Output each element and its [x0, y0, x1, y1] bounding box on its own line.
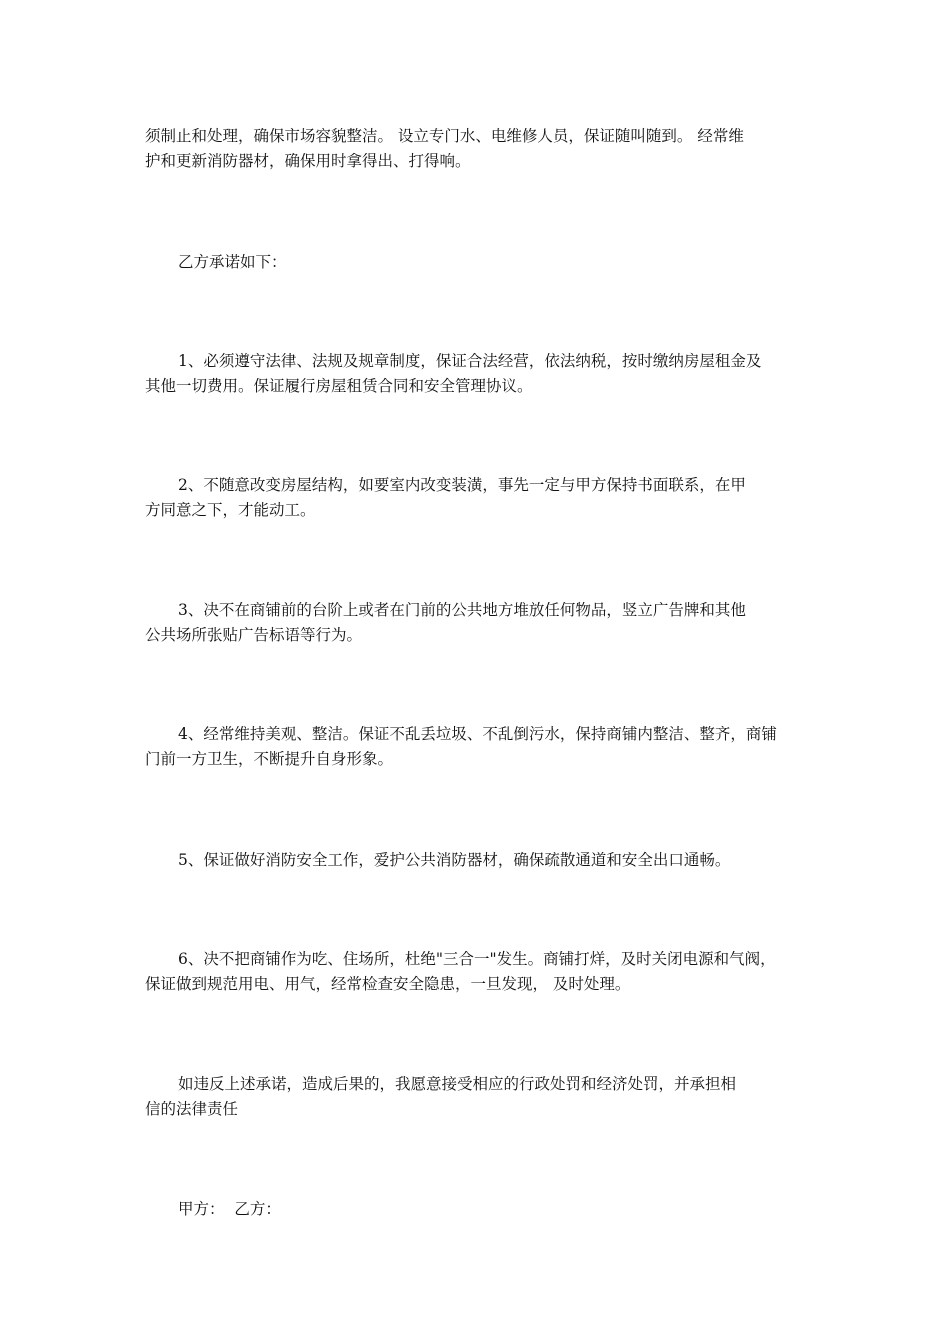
text-line: 6、决不把商铺作为吃、住场所，杜绝"三合一"发生。商铺打烊，及时关闭电源和气阀，	[178, 950, 776, 968]
text-line: 如违反上述承诺，造成后果的，我愿意接受相应的行政处罚和经济处罚，并承担相	[178, 1075, 737, 1093]
text-line: 方同意之下，才能动工。	[145, 501, 316, 519]
text-line: 2、不随意改变房屋结构，如要室内改变装潢，事先一定与甲方保持书面联系，在甲	[178, 476, 746, 494]
paragraph-violation-clause	[145, 1072, 813, 1122]
text-line: 3、决不在商铺前的台阶上或者在门前的公共地方堆放任何物品，竖立广告牌和其他	[178, 601, 746, 619]
text-line: 须制止和处理，确保市场容貌整洁。 设立专门水、电维修人员，保证随叫随到。 经常维	[145, 127, 744, 145]
text-line: 信的法律责任	[145, 1100, 239, 1118]
text-line: 护和更新消防器材，确保用时拿得出、打得响。	[145, 152, 471, 170]
paragraph-item-3	[145, 598, 813, 648]
text-line: 其他一切费用。保证履行房屋租赁合同和安全管理协议。	[145, 377, 533, 395]
paragraph-item-5	[145, 848, 813, 873]
signature-line: 甲方： 乙方：	[178, 1200, 281, 1218]
paragraph-item-1	[145, 349, 813, 399]
text-line: 1、必须遵守法律、法规及规章制度，保证合法经营，依法纳税，按时缴纳房屋租金及	[178, 352, 762, 370]
text-line: 4、经常维持美观、整洁。保证不乱丢垃圾、不乱倒污水，保持商铺内整洁、整齐，商铺	[178, 725, 777, 743]
paragraph-item-2	[145, 473, 813, 523]
paragraph-item-6	[145, 947, 813, 997]
paragraph-continuation	[145, 124, 813, 174]
paragraph-signatures	[145, 1197, 813, 1222]
text-line: 门前一方卫生，不断提升自身形象。	[145, 750, 394, 768]
paragraph-party-b-heading	[145, 250, 813, 275]
paragraph-item-4	[145, 722, 813, 772]
text-line: 保证做到规范用电、用气，经常检查安全隐患，一旦发现， 及时处理。	[145, 975, 631, 993]
text-line: 乙方承诺如下：	[178, 253, 287, 271]
text-line: 5、保证做好消防安全工作，爱护公共消防器材，确保疏散通道和安全出口通畅。	[178, 851, 731, 869]
text-line: 公共场所张贴广告标语等行为。	[145, 626, 363, 644]
